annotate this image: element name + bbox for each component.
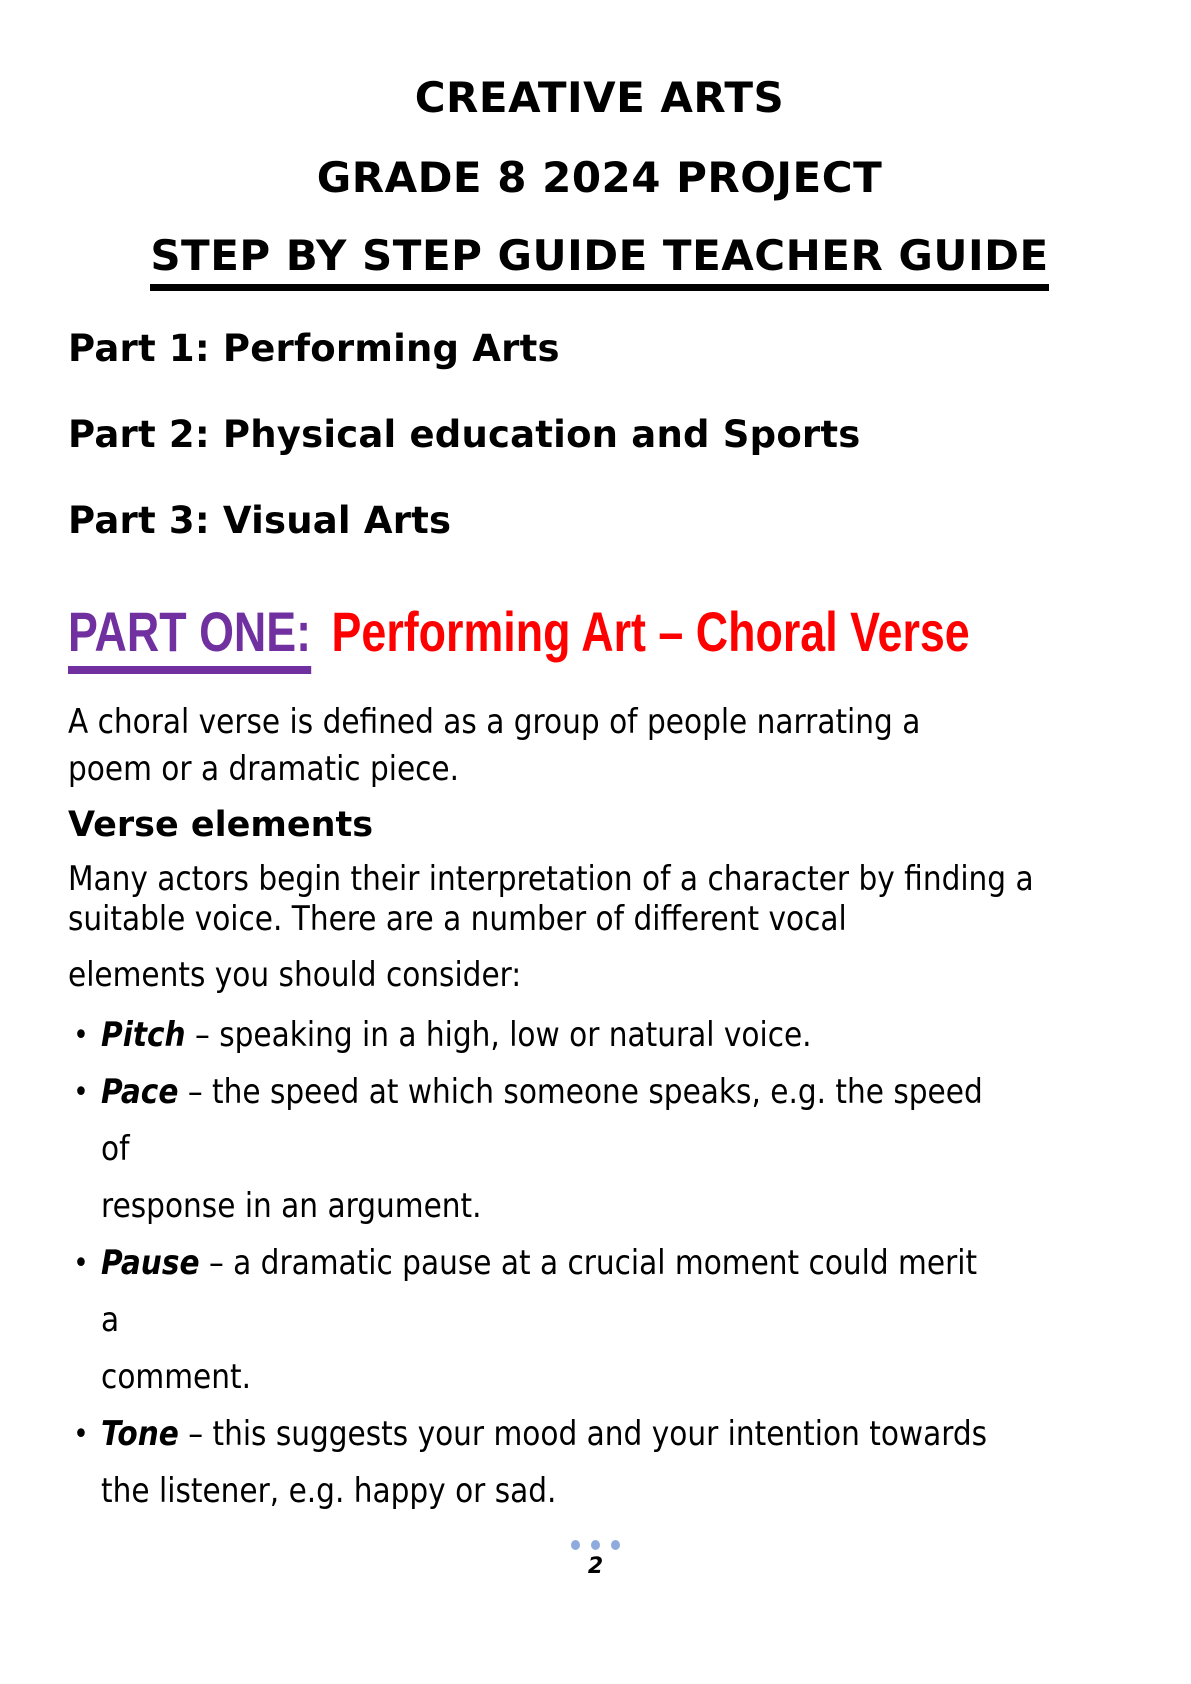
term-pause: Pause bbox=[101, 1243, 200, 1283]
part-2-heading: Part 2: Physical education and Sports bbox=[68, 413, 861, 456]
doc-title-line-3: STEP BY STEP GUIDE TEACHER GUIDE bbox=[150, 232, 1048, 291]
intro-paragraph bbox=[68, 699, 993, 793]
bullet-icon: • bbox=[73, 1018, 89, 1053]
list-item-pace bbox=[68, 1064, 993, 1235]
term-pace-description-cont: response in an argument. bbox=[101, 1186, 482, 1226]
list-item-pause bbox=[68, 1235, 993, 1406]
section-title: Performing Art – Choral Verse bbox=[331, 600, 970, 663]
footer-dot-icon bbox=[571, 1540, 580, 1550]
page-number: 2 bbox=[587, 1554, 604, 1579]
vocal-elements-list bbox=[68, 1007, 993, 1520]
term-pace: Pace bbox=[101, 1072, 179, 1112]
term-tone-description-cont: the listener, e.g. happy or sad. bbox=[101, 1471, 557, 1511]
term-tone: Tone bbox=[101, 1414, 179, 1454]
part-1-heading: Part 1: Performing Arts bbox=[68, 327, 560, 370]
bullet-icon: • bbox=[73, 1075, 89, 1110]
term-pause-description: – a dramatic pause at a crucial moment could merit a bbox=[101, 1243, 978, 1340]
term-tone-description: – this suggests your mood and your intention towards bbox=[188, 1414, 988, 1454]
doc-title-line-3-wrap bbox=[68, 232, 1131, 291]
section-heading-part-one bbox=[68, 600, 970, 663]
term-pace-description: – the speed at which someone speaks, e.g. the speed of bbox=[101, 1072, 983, 1169]
term-pitch-description: – speaking in a high, low or natural voice. bbox=[195, 1015, 812, 1055]
verse-elements-paragraph bbox=[68, 859, 1034, 939]
verse-elements-line-2: suitable voice. There are a number of different vocal bbox=[68, 899, 847, 939]
doc-title-line-2: GRADE 8 2024 PROJECT bbox=[316, 153, 883, 202]
footer-dot-icon bbox=[591, 1540, 600, 1550]
term-pause-description-cont: comment. bbox=[101, 1357, 251, 1397]
intro-line-2: poem or a dramatic piece. bbox=[68, 749, 460, 789]
part-3-heading: Part 3: Visual Arts bbox=[68, 499, 452, 542]
footer-dots bbox=[0, 1540, 1191, 1552]
intro-line-1: A choral verse is defined as a group of people narrating a bbox=[68, 702, 921, 742]
doc-title-line-1: CREATIVE ARTS bbox=[414, 73, 785, 122]
page-footer bbox=[0, 1540, 1191, 1579]
verse-elements-line-3: elements you should consider: bbox=[68, 955, 522, 995]
footer-dot-icon bbox=[611, 1540, 620, 1550]
section-label: PART ONE: bbox=[68, 600, 311, 674]
bullet-icon: • bbox=[73, 1246, 89, 1281]
consider-line bbox=[68, 955, 993, 995]
verse-elements-heading: Verse elements bbox=[68, 805, 374, 845]
verse-elements-line-1: Many actors begin their interpretation of a character by finding a bbox=[68, 859, 1034, 899]
bullet-icon: • bbox=[73, 1417, 89, 1452]
term-pitch: Pitch bbox=[101, 1015, 186, 1055]
list-item-pitch bbox=[68, 1007, 993, 1064]
list-item-tone bbox=[68, 1406, 993, 1520]
